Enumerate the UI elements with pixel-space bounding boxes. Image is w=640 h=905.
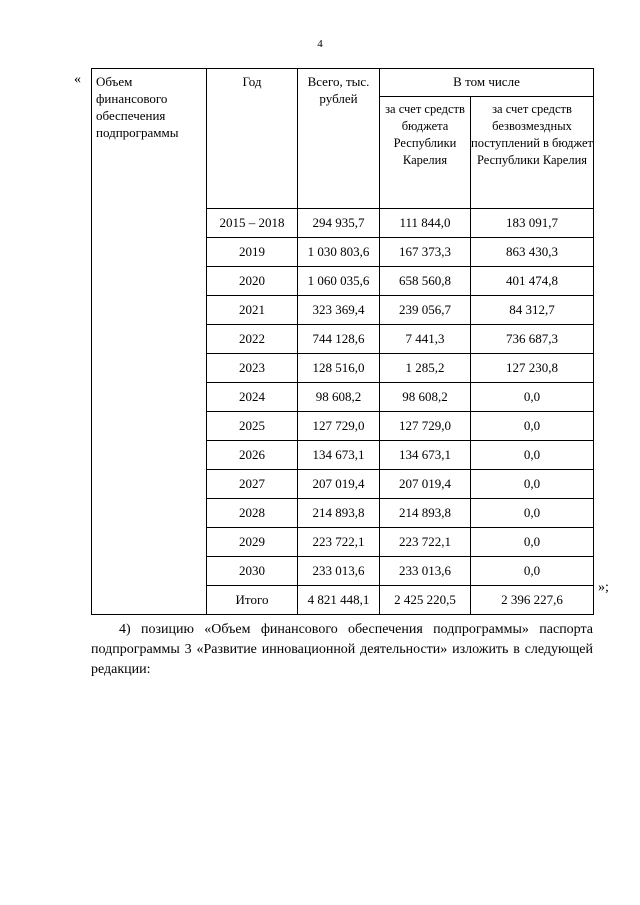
cell-grants: 84 312,7: [471, 296, 594, 325]
cell-year: 2023: [207, 354, 298, 383]
cell-year: 2027: [207, 470, 298, 499]
cell-year: 2026: [207, 441, 298, 470]
table-row: [92, 296, 594, 325]
cell-total: 323 369,4: [298, 296, 380, 325]
cell-total: 127 729,0: [298, 412, 380, 441]
cell-year: 2029: [207, 528, 298, 557]
table-row: [92, 557, 594, 586]
label-column-spacer: [92, 586, 207, 615]
opening-quote: «: [74, 72, 81, 87]
cell-total: 214 893,8: [298, 499, 380, 528]
cell-budget: 239 056,7: [380, 296, 471, 325]
cell-year: Итого: [207, 586, 298, 615]
cell-grants: 0,0: [471, 528, 594, 557]
cell-grants: 0,0: [471, 499, 594, 528]
cell-budget: 214 893,8: [380, 499, 471, 528]
label-column-spacer: [92, 209, 207, 238]
cell-year: 2015 – 2018: [207, 209, 298, 238]
cell-grants: 401 474,8: [471, 267, 594, 296]
table-row: [92, 209, 594, 238]
cell-total: 134 673,1: [298, 441, 380, 470]
cell-grants: 863 430,3: [471, 238, 594, 267]
label-column-spacer: [92, 441, 207, 470]
cell-budget: 207 019,4: [380, 470, 471, 499]
table-row: [92, 470, 594, 499]
header-grants: за счет средств безвозмездных поступлений в бюджет Республики Карелия: [471, 97, 594, 209]
label-column-spacer: [92, 383, 207, 412]
table-row: [92, 412, 594, 441]
table-row: [92, 325, 594, 354]
label-column-spacer: [92, 267, 207, 296]
cell-budget: 111 844,0: [380, 209, 471, 238]
cell-budget: 223 722,1: [380, 528, 471, 557]
table-row: [92, 499, 594, 528]
amendment-paragraph: [91, 620, 593, 680]
header-total: Всего, тыс. рублей: [298, 69, 380, 209]
cell-year: 2030: [207, 557, 298, 586]
cell-total: 4 821 448,1: [298, 586, 380, 615]
cell-budget: 658 560,8: [380, 267, 471, 296]
cell-budget: 233 013,6: [380, 557, 471, 586]
cell-grants: 127 230,8: [471, 354, 594, 383]
cell-total: 1 060 035,6: [298, 267, 380, 296]
cell-total: 98 608,2: [298, 383, 380, 412]
label-column-spacer: [92, 354, 207, 383]
cell-total: 223 722,1: [298, 528, 380, 557]
table-row: [92, 238, 594, 267]
cell-year: 2021: [207, 296, 298, 325]
table-row: [92, 528, 594, 557]
cell-year: 2022: [207, 325, 298, 354]
cell-year: 2024: [207, 383, 298, 412]
label-column-spacer: [92, 325, 207, 354]
cell-budget: 134 673,1: [380, 441, 471, 470]
financing-table: [91, 68, 594, 615]
label-column-spacer: [92, 470, 207, 499]
closing-quote: »;: [598, 580, 609, 595]
cell-budget: 2 425 220,5: [380, 586, 471, 615]
cell-year: 2028: [207, 499, 298, 528]
cell-total: 233 013,6: [298, 557, 380, 586]
cell-year: 2019: [207, 238, 298, 267]
label-column-spacer: [92, 528, 207, 557]
cell-year: 2025: [207, 412, 298, 441]
header-budget: за счет средств бюджета Республики Карелия: [380, 97, 471, 209]
cell-budget: 167 373,3: [380, 238, 471, 267]
row-label-cell: [92, 69, 207, 209]
header-including: В том числе: [380, 69, 594, 97]
table-row: [92, 586, 594, 615]
table-row: [92, 441, 594, 470]
cell-total: 294 935,7: [298, 209, 380, 238]
cell-budget: 98 608,2: [380, 383, 471, 412]
cell-budget: 127 729,0: [380, 412, 471, 441]
label-column-spacer: [92, 557, 207, 586]
cell-grants: 0,0: [471, 383, 594, 412]
paragraph-text: 4) позицию «Объем финансового обеспечения подпрограммы» паспорта подпрограммы 3 «Развитие инновационной деятельности» изложить в следующей редакции:: [91, 622, 593, 677]
cell-total: 744 128,6: [298, 325, 380, 354]
cell-total: 128 516,0: [298, 354, 380, 383]
cell-total: 207 019,4: [298, 470, 380, 499]
page-number: 4: [317, 38, 323, 50]
cell-grants: 736 687,3: [471, 325, 594, 354]
cell-grants: 2 396 227,6: [471, 586, 594, 615]
header-year: Год: [207, 69, 298, 209]
label-column-spacer: [92, 499, 207, 528]
cell-grants: 0,0: [471, 412, 594, 441]
table-row: [92, 354, 594, 383]
cell-total: 1 030 803,6: [298, 238, 380, 267]
table-row: [92, 383, 594, 412]
label-column-spacer: [92, 296, 207, 325]
label-column-spacer: [92, 238, 207, 267]
label-column-spacer: [92, 412, 207, 441]
cell-grants: 183 091,7: [471, 209, 594, 238]
cell-grants: 0,0: [471, 441, 594, 470]
cell-budget: 1 285,2: [380, 354, 471, 383]
cell-grants: 0,0: [471, 470, 594, 499]
cell-grants: 0,0: [471, 557, 594, 586]
row-label: Объем финансового обеспечения подпрограммы: [96, 74, 179, 140]
cell-year: 2020: [207, 267, 298, 296]
cell-budget: 7 441,3: [380, 325, 471, 354]
table-row: [92, 267, 594, 296]
